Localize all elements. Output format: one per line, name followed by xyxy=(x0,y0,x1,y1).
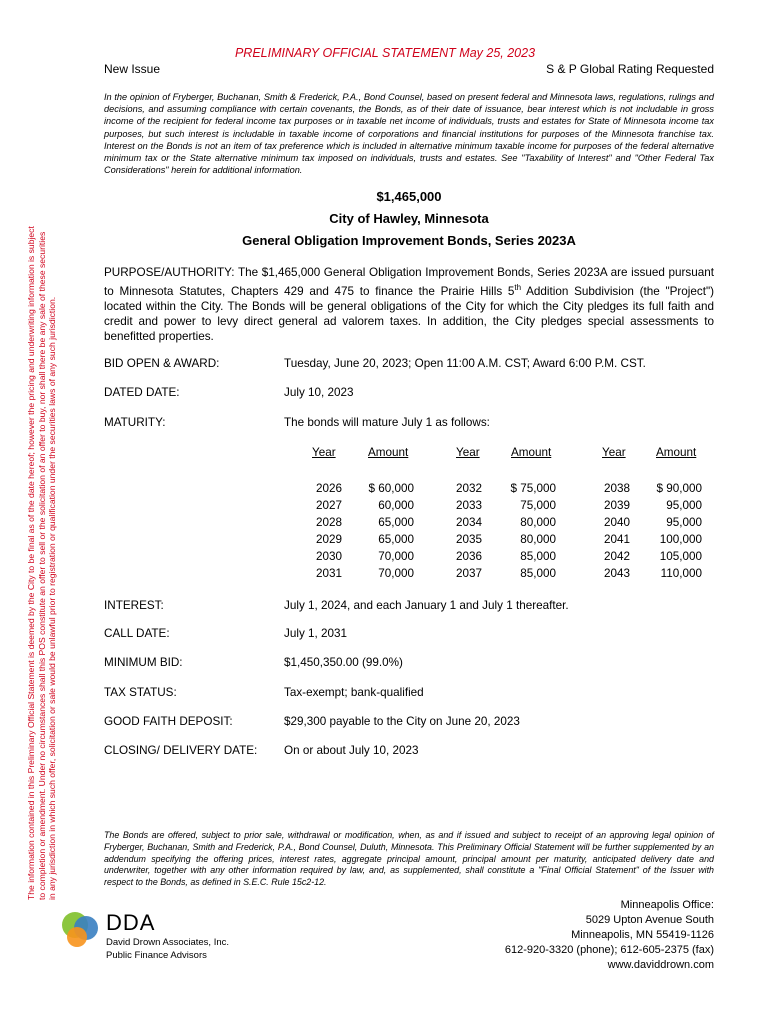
amount-header: Amount xyxy=(511,446,552,459)
bid-value: Tuesday, June 20, 2023; Open 11:00 A.M. CST; Award 6:00 P.M. CST. xyxy=(284,357,646,370)
call-value: July 1, 2031 xyxy=(284,627,348,640)
maturity-years: 2032 2033 2034 2035 2036 2037 xyxy=(455,482,482,580)
purpose-paragraph xyxy=(104,265,714,344)
maturity-amounts: $ 75,000 75,000 80,000 80,000 85,000 85,000 xyxy=(510,482,556,580)
firm-name: David Drown Associates, Inc. xyxy=(106,937,230,948)
dda-logo-mark-icon xyxy=(58,906,102,950)
tax-value: Tax-exempt; bank-qualified xyxy=(284,686,424,699)
bond-series: General Obligation Improvement Bonds, Series 2023A xyxy=(242,233,576,248)
dda-logo xyxy=(58,906,258,966)
minbid-value: $1,450,350.00 (99.0%) xyxy=(284,656,403,669)
bond-amount: $1,465,000 xyxy=(376,189,442,204)
year-header: Year xyxy=(602,446,626,459)
office-city: Minneapolis, MN 55419-1126 xyxy=(571,929,714,941)
new-issue-label: New Issue xyxy=(104,62,161,76)
interest-value: July 1, 2024, and each January 1 and July 1 thereafter. xyxy=(284,599,569,612)
maturity-years: 2026 2027 2028 2029 2030 2031 xyxy=(315,482,342,580)
disclaimer-line: to completion or amendment. Under no circumstances shall this POS constitute an offer to sell or the solicitation of an offer to buy, nor shall there be any sale of these securities xyxy=(36,231,47,900)
tax-label: TAX STATUS: xyxy=(104,686,177,699)
office-address xyxy=(505,898,714,973)
offering-note: The Bonds are offered, subject to prior sale, withdrawal or modification, when, as and if issued and subject to receipt of an approving legal opinion of Fryberger, Buchanan, Smith and Frederick, P.A., Bond Counsel, Duluth, Minnesota. This Preliminary Official Statement will be further supplemented by an addendum specifying the offering prices, interest rates, aggregate principal amount, principal amount per maturity, anticipated delivery date and underwriter, together with any other information required by law, and, as supplemented, shall constitute a "Final Official Statement" of the Issuer with respect to the Bonds, as defined in S.E.C. Rule 15c2-12. xyxy=(104,830,714,888)
title-block xyxy=(104,186,714,252)
logo-firm xyxy=(106,937,229,962)
year-header: Year xyxy=(312,446,336,459)
firm-tagline: Public Finance Advisors xyxy=(106,949,207,961)
disclaimer-line: in any jurisdiction in which such offer, solicitation or sale would be unlawful prior to registration or qualification under the securities laws of any such jurisdiction. xyxy=(47,296,57,900)
interest-label: INTEREST: xyxy=(104,599,164,612)
maturity-value: The bonds will mature July 1 as follows: xyxy=(284,416,490,429)
purpose-superscript: th xyxy=(514,283,522,292)
maturity-amounts: $ 90,000 95,000 95,000 100,000 105,000 110,000 xyxy=(656,482,702,580)
maturity-label: MATURITY: xyxy=(104,416,166,429)
office-website[interactable]: www.daviddrown.com xyxy=(607,959,714,971)
purpose-text: PURPOSE/AUTHORITY: The $1,465,000 General Obligation Improvement Bonds, Series 2023A are issued pursuant to Minnesota Statutes, Chapters 429 and 475 to finance the Prairie Hills 5 xyxy=(104,266,714,298)
deposit-value: $29,300 payable to the City on June 20, 2023 xyxy=(284,715,520,728)
dated-label: DATED DATE: xyxy=(104,386,180,399)
preliminary-heading: PRELIMINARY OFFICIAL STATEMENT May 25, 2023 xyxy=(234,46,536,60)
office-phone: 612-920-3320 (phone); 612-605-2375 (fax) xyxy=(504,944,714,956)
purpose-text-cont: Addition Subdivision (the "Project") located within the City. The Bonds will be general obligations of the City for which the City pledges its full faith and credit and power to levy direct general ad valorem taxes. In addition, the City pledges special assessments to benefitted properties. xyxy=(104,284,715,343)
bond-counsel-opinion: In the opinion of Fryberger, Buchanan, Smith & Frederick, P.A., Bond Counsel, based on present federal and Minnesota laws, regulations, rulings and decisions, and assuming compliance with certain covenants, the Bonds, as of their date of issuance, bear interest which is not includable in gross income of the recipient for federal income tax purposes or in taxable net income of individuals, trusts and estates for State of Minnesota income tax purposes, but such interest is includable in taxable income of corporations and financial institutions for purposes of the Minnesota franchise tax. Interest on the Bonds is not an item of tax preference which is included in alternative minimum taxable income for purposes of the federal alternative minimum tax or the State alternative minimum tax imposed on individuals, trusts and estates. See "Taxability of Interest" and "Other Federal Tax Considerations" herein for additional information. xyxy=(104,92,714,176)
amount-header: Amount xyxy=(368,446,409,459)
deposit-label: GOOD FAITH DEPOSIT: xyxy=(104,715,233,728)
closing-label: CLOSING/ DELIVERY DATE: xyxy=(104,744,258,757)
closing-value: On or about July 10, 2023 xyxy=(284,744,419,757)
minbid-label: MINIMUM BID: xyxy=(104,656,183,669)
disclaimer-sidebar xyxy=(26,80,58,900)
rating-label: S & P Global Rating Requested xyxy=(546,62,714,76)
disclaimer-line: The information contained in this Preliminary Official Statement is deemed by the City to be final as of the date hereof; however the pricing and underwriting information is subject xyxy=(26,226,36,900)
office-title: Minneapolis Office: xyxy=(620,899,714,911)
issuer-name: City of Hawley, Minnesota xyxy=(329,211,489,226)
amount-header: Amount xyxy=(656,446,697,459)
bid-label: BID OPEN & AWARD: xyxy=(104,357,220,370)
dated-value: July 10, 2023 xyxy=(284,386,354,399)
maturity-amounts: $ 60,000 60,000 65,000 65,000 70,000 70,000 xyxy=(368,482,414,580)
maturity-years: 2038 2039 2040 2041 2042 2043 xyxy=(603,482,630,580)
year-header: Year xyxy=(456,446,480,459)
office-street: 5029 Upton Avenue South xyxy=(585,914,714,926)
logo-abbreviation: DDA xyxy=(106,910,156,935)
call-label: CALL DATE: xyxy=(104,627,170,640)
